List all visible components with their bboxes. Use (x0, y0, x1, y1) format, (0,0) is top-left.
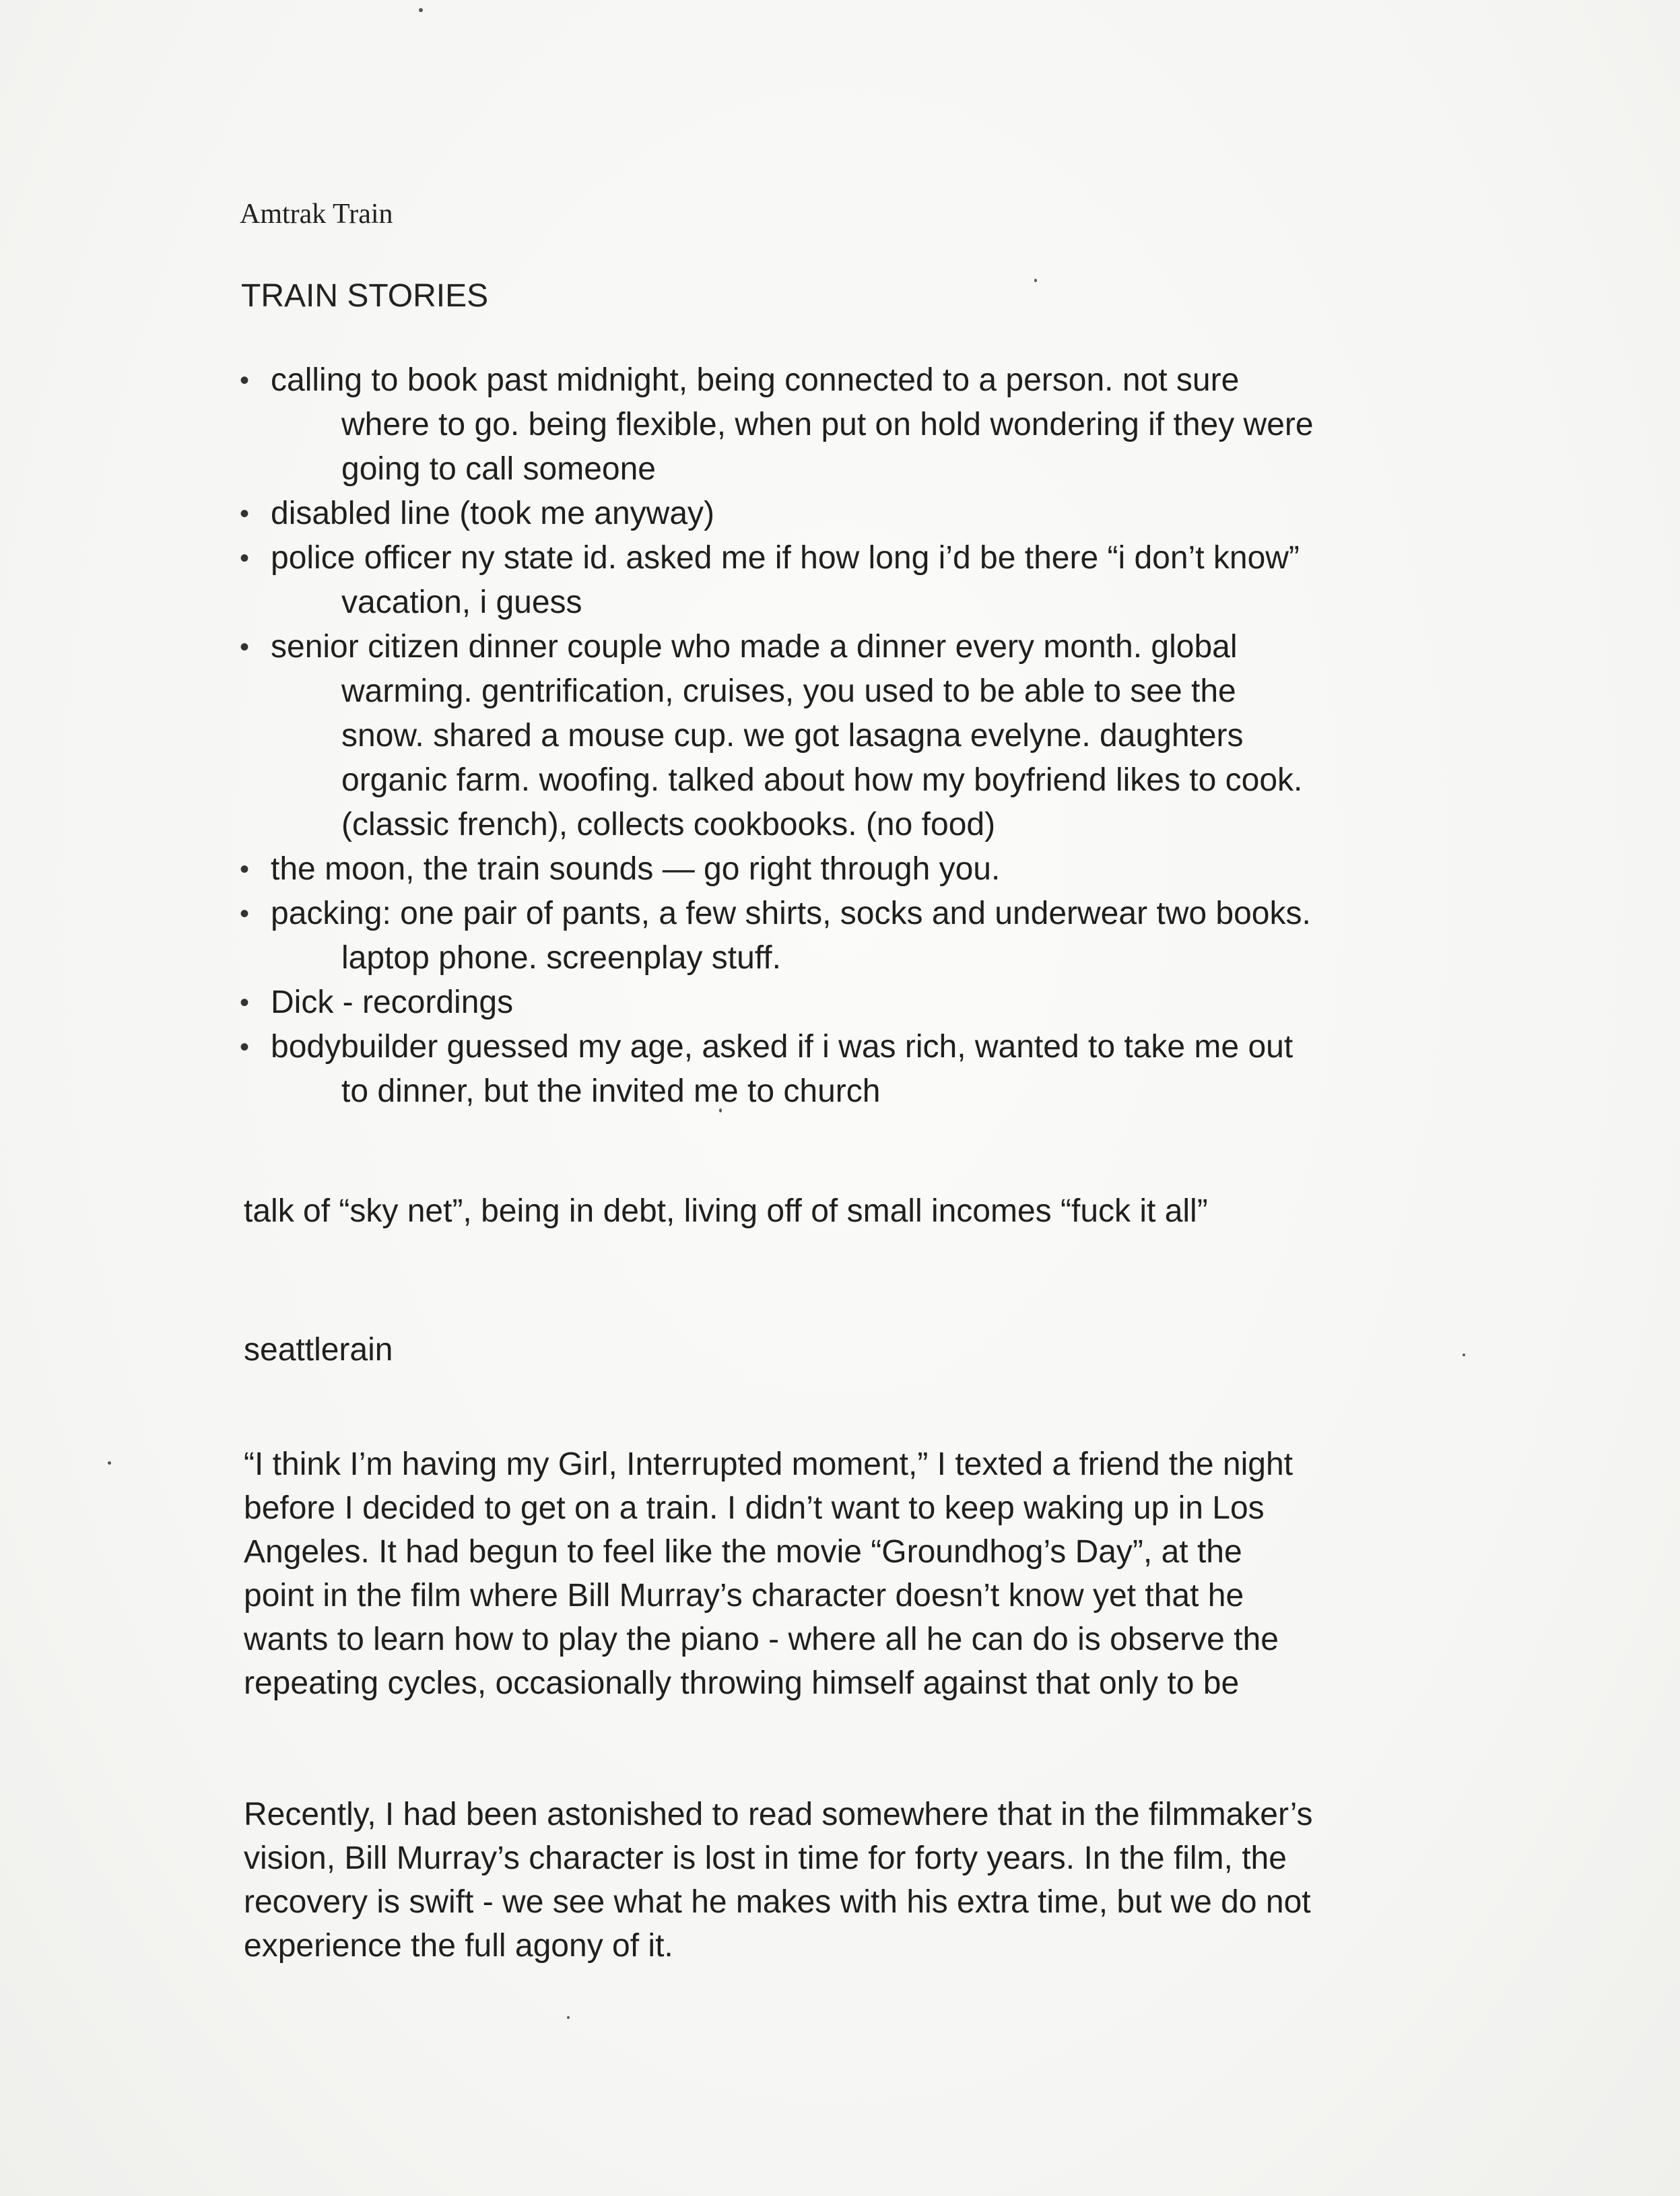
bullet-marker: • (240, 632, 250, 662)
list-item-line: the moon, the train sounds — go right through you. (271, 851, 1001, 887)
list-item-line: laptop phone. screenplay stuff. (341, 940, 781, 976)
list-item-line: (classic french), collects cookbooks. (no food) (341, 807, 996, 842)
paragraph-line: recovery is swift - we see what he makes with his extra time, but we do not (244, 1884, 1311, 1920)
list-item (240, 847, 1519, 892)
scan-speck (1034, 279, 1037, 282)
list-item-line: disabled line (took me anyway) (271, 496, 714, 531)
list-item-line: calling to book past midnight, being connected to a person. not sure (271, 362, 1240, 398)
body-paragraph-1 (244, 1442, 1293, 1705)
paragraph-line: point in the film where Bill Murray’s character doesn’t know yet that he (244, 1578, 1244, 1613)
list-item-line: senior citizen dinner couple who made a dinner every month. global (271, 629, 1238, 665)
list-item (240, 1025, 1519, 1114)
list-item (240, 358, 1519, 492)
bullet-marker: • (240, 499, 250, 529)
note-seattle (244, 1328, 393, 1372)
scan-speck (108, 1461, 111, 1465)
scan-speck (567, 2016, 570, 2019)
list-item-line: where to go. being flexible, when put on hold wondering if they were (341, 407, 1314, 442)
body-paragraph-2 (244, 1793, 1313, 1968)
bullet-marker: • (240, 899, 250, 929)
paragraph-line: experience the full agony of it. (244, 1928, 673, 1964)
bullet-marker: • (240, 366, 250, 395)
note-skynet (244, 1189, 1208, 1233)
list-item (240, 492, 1519, 536)
list-item (240, 536, 1519, 625)
list-item-line: packing: one pair of pants, a few shirts, socks and underwear two books. (271, 896, 1311, 931)
section-heading: TRAIN STORIES (241, 278, 489, 314)
list-item-line: bodybuilder guessed my age, asked if i was rich, wanted to take me out (271, 1029, 1293, 1065)
train-stories-list (240, 358, 1519, 1114)
list-item-line: to dinner, but the invited me to church (341, 1073, 881, 1109)
list-item (240, 892, 1519, 980)
list-item (240, 980, 1519, 1025)
list-item-line: warming. gentrification, cruises, you used to be able to see the (341, 673, 1236, 709)
paragraph-line: before I decided to get on a train. I didn’t want to keep waking up in Los (244, 1490, 1265, 1526)
list-item-line: organic farm. woofing. talked about how my boyfriend likes to cook. (341, 762, 1303, 798)
paragraph-line: Recently, I had been astonished to read somewhere that in the filmmaker’s (244, 1797, 1313, 1832)
document-label: Amtrak Train (240, 199, 393, 230)
bullet-marker: • (240, 543, 250, 573)
list-item (240, 625, 1519, 847)
list-item-line: police officer ny state id. asked me if how long i’d be there “i don’t know” (271, 540, 1300, 576)
bullet-marker: • (240, 988, 250, 1018)
list-item-line: vacation, i guess (341, 585, 582, 620)
list-item-line: going to call someone (341, 451, 656, 487)
note-skynet-text: talk of “sky net”, being in debt, living off of small incomes “fuck it all” (244, 1193, 1208, 1229)
paragraph-line: vision, Bill Murray’s character is lost in time for forty years. In the film, the (244, 1840, 1287, 1876)
bullet-marker: • (240, 1032, 250, 1062)
list-item-line: snow. shared a mouse cup. we got lasagna evelyne. daughters (341, 718, 1244, 754)
bullet-marker: • (240, 855, 250, 884)
list-item-line: Dick - recordings (271, 985, 514, 1020)
note-seattle-text: seattlerain (244, 1332, 393, 1368)
scan-speck (419, 8, 423, 12)
paragraph-line: “I think I’m having my Girl, Interrupted moment,” I texted a friend the night (244, 1446, 1293, 1482)
paragraph-line: repeating cycles, occasionally throwing himself against that only to be (244, 1665, 1240, 1701)
scan-speck (1463, 1354, 1465, 1356)
paragraph-line: Angeles. It had begun to feel like the movie “Groundhog’s Day”, at the (244, 1534, 1242, 1570)
paragraph-line: wants to learn how to play the piano - where all he can do is observe the (244, 1622, 1279, 1657)
